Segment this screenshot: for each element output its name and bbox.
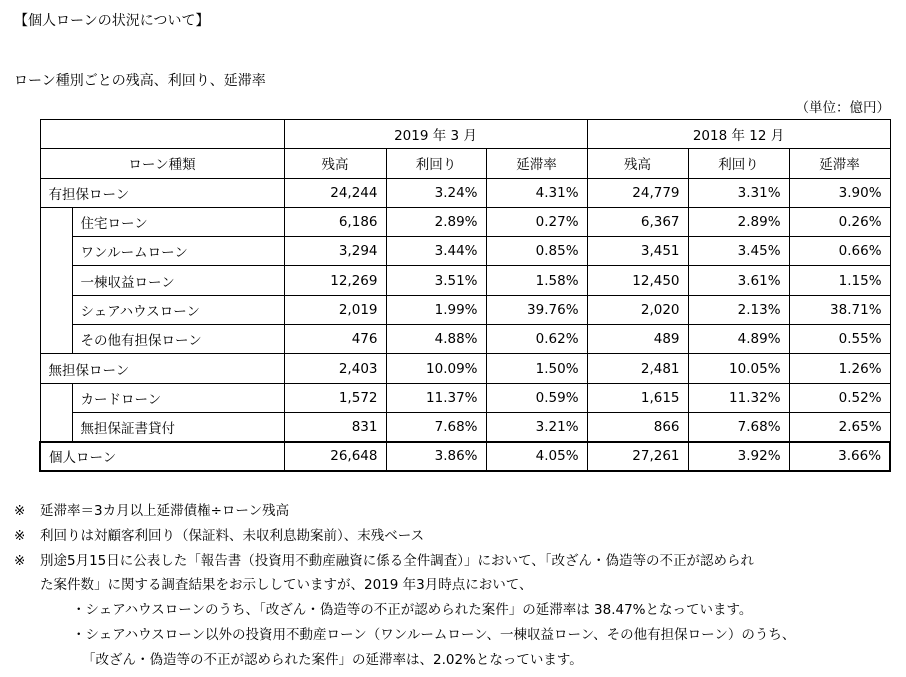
cell-value: 12,450 (587, 266, 688, 295)
table-row (40, 354, 890, 383)
cell-value: 2,019 (284, 295, 386, 324)
note-text: 延滞率＝3カ月以上延滞債権÷ローン残高 (40, 503, 290, 519)
cell-value: 3.86% (386, 442, 486, 471)
cell-value: 0.27% (486, 207, 587, 236)
cell-value: 7.68% (688, 412, 789, 441)
row-label: ワンルームローン (72, 237, 284, 266)
note-3-bullet-1: ・シェアハウスローンのうち、「改ざん・偽造等の不正が認められた案件」の延滞率は 38.47%となっています。 (72, 602, 753, 618)
cell-value: 3.92% (688, 442, 789, 471)
cell-value: 3.61% (688, 266, 789, 295)
table-row (40, 412, 890, 441)
header-blank (40, 120, 284, 149)
note-2 (14, 524, 424, 544)
cell-value: 3.51% (386, 266, 486, 295)
table-subtitle: ローン種別ごとの残高、利回り、延滞率 (14, 73, 266, 89)
cell-value: 2,020 (587, 295, 688, 324)
cell-value: 4.88% (386, 325, 486, 354)
cell-value: 3.44% (386, 237, 486, 266)
cell-value: 6,186 (284, 207, 386, 236)
cell-value: 0.52% (789, 383, 890, 412)
header-balance: 残高 (284, 149, 386, 178)
row-label: 一棟収益ローン (72, 266, 284, 295)
table-header-row-periods (40, 120, 890, 149)
cell-value: 27,261 (587, 442, 688, 471)
table-row (40, 266, 890, 295)
row-label: 無担保ローン (40, 354, 284, 383)
row-label: シェアハウスローン (72, 295, 284, 324)
row-label: 無担保証書貸付 (72, 412, 284, 441)
cell-value: 2,403 (284, 354, 386, 383)
cell-value: 2.89% (386, 207, 486, 236)
cell-value: 3.45% (688, 237, 789, 266)
section-title: 【個人ローンの状況について】 (14, 13, 210, 29)
cell-value: 0.62% (486, 325, 587, 354)
loan-table (39, 119, 891, 472)
header-balance: 残高 (587, 149, 688, 178)
cell-value: 3.31% (688, 178, 789, 207)
cell-value: 2.13% (688, 295, 789, 324)
note-text: 利回りは対顧客利回り（保証料、未収利息勘案前）、末残ベース (40, 528, 425, 544)
cell-value: 3.24% (386, 178, 486, 207)
cell-value: 1.58% (486, 266, 587, 295)
cell-value: 1.99% (386, 295, 486, 324)
cell-value: 1,572 (284, 383, 386, 412)
cell-value: 12,269 (284, 266, 386, 295)
note-3 (14, 549, 754, 569)
note-mark: ※ (14, 503, 26, 519)
header-delinquency: 延滞率 (789, 149, 890, 178)
cell-value: 4.31% (486, 178, 587, 207)
cell-value: 1.50% (486, 354, 587, 383)
header-yield: 利回り (688, 149, 789, 178)
cell-value: 10.05% (688, 354, 789, 383)
note-3-bullet-2-continuation: 「改ざん・偽造等の不正が認められた案件」の延滞率は、2.02%となっています。 (82, 652, 583, 668)
cell-value: 0.66% (789, 237, 890, 266)
cell-value: 4.89% (688, 325, 789, 354)
note-mark: ※ (14, 553, 26, 569)
table-row (40, 237, 890, 266)
cell-value: 39.76% (486, 295, 587, 324)
cell-value: 7.68% (386, 412, 486, 441)
header-period-2: 2018 年 12 月 (587, 120, 890, 149)
note-text: 別途5月15日に公表した「報告書（投資用不動産融資に係る全件調査）」において、「改ざん・偽造等の不正が認められ (40, 553, 754, 569)
cell-value: 2.89% (688, 207, 789, 236)
indent-spacer (40, 383, 72, 442)
cell-value: 0.26% (789, 207, 890, 236)
cell-value: 2,481 (587, 354, 688, 383)
table-row (40, 383, 890, 412)
table-row (40, 178, 890, 207)
cell-value: 0.55% (789, 325, 890, 354)
row-label: 住宅ローン (72, 207, 284, 236)
indent-spacer (40, 207, 72, 353)
cell-value: 831 (284, 412, 386, 441)
header-delinquency: 延滞率 (486, 149, 587, 178)
cell-value: 26,648 (284, 442, 386, 471)
cell-value: 489 (587, 325, 688, 354)
cell-value: 0.59% (486, 383, 587, 412)
cell-value: 24,244 (284, 178, 386, 207)
cell-value: 3,294 (284, 237, 386, 266)
cell-value: 11.37% (386, 383, 486, 412)
cell-value: 1.15% (789, 266, 890, 295)
cell-value: 2.65% (789, 412, 890, 441)
row-label: 個人ローン (40, 442, 284, 471)
row-label: その他有担保ローン (72, 325, 284, 354)
cell-value: 24,779 (587, 178, 688, 207)
row-label: 有担保ローン (40, 178, 284, 207)
row-label: カードローン (72, 383, 284, 412)
cell-value: 10.09% (386, 354, 486, 383)
table-header-row-columns (40, 149, 890, 178)
cell-value: 6,367 (587, 207, 688, 236)
note-3-continuation: た案件数」に関する調査結果をお示ししていますが、2019 年3月時点において、 (40, 577, 533, 593)
table-row (40, 207, 890, 236)
note-1 (14, 499, 289, 519)
unit-label: （単位：億円） (795, 100, 890, 116)
table-row (40, 295, 890, 324)
header-period-1: 2019 年 3 月 (284, 120, 587, 149)
cell-value: 0.85% (486, 237, 587, 266)
cell-value: 3,451 (587, 237, 688, 266)
header-loan-type: ローン種類 (40, 149, 284, 178)
header-yield: 利回り (386, 149, 486, 178)
cell-value: 38.71% (789, 295, 890, 324)
cell-value: 11.32% (688, 383, 789, 412)
cell-value: 1,615 (587, 383, 688, 412)
note-mark: ※ (14, 528, 26, 544)
cell-value: 3.21% (486, 412, 587, 441)
table-row (40, 325, 890, 354)
cell-value: 3.66% (789, 442, 890, 471)
note-3-bullet-2: ・シェアハウスローン以外の投資用不動産ローン（ワンルームローン、一棟収益ローン、その他有担保ローン）のうち、 (72, 627, 796, 643)
cell-value: 476 (284, 325, 386, 354)
cell-value: 4.05% (486, 442, 587, 471)
cell-value: 866 (587, 412, 688, 441)
cell-value: 3.90% (789, 178, 890, 207)
cell-value: 1.26% (789, 354, 890, 383)
table-total-row (40, 442, 890, 471)
